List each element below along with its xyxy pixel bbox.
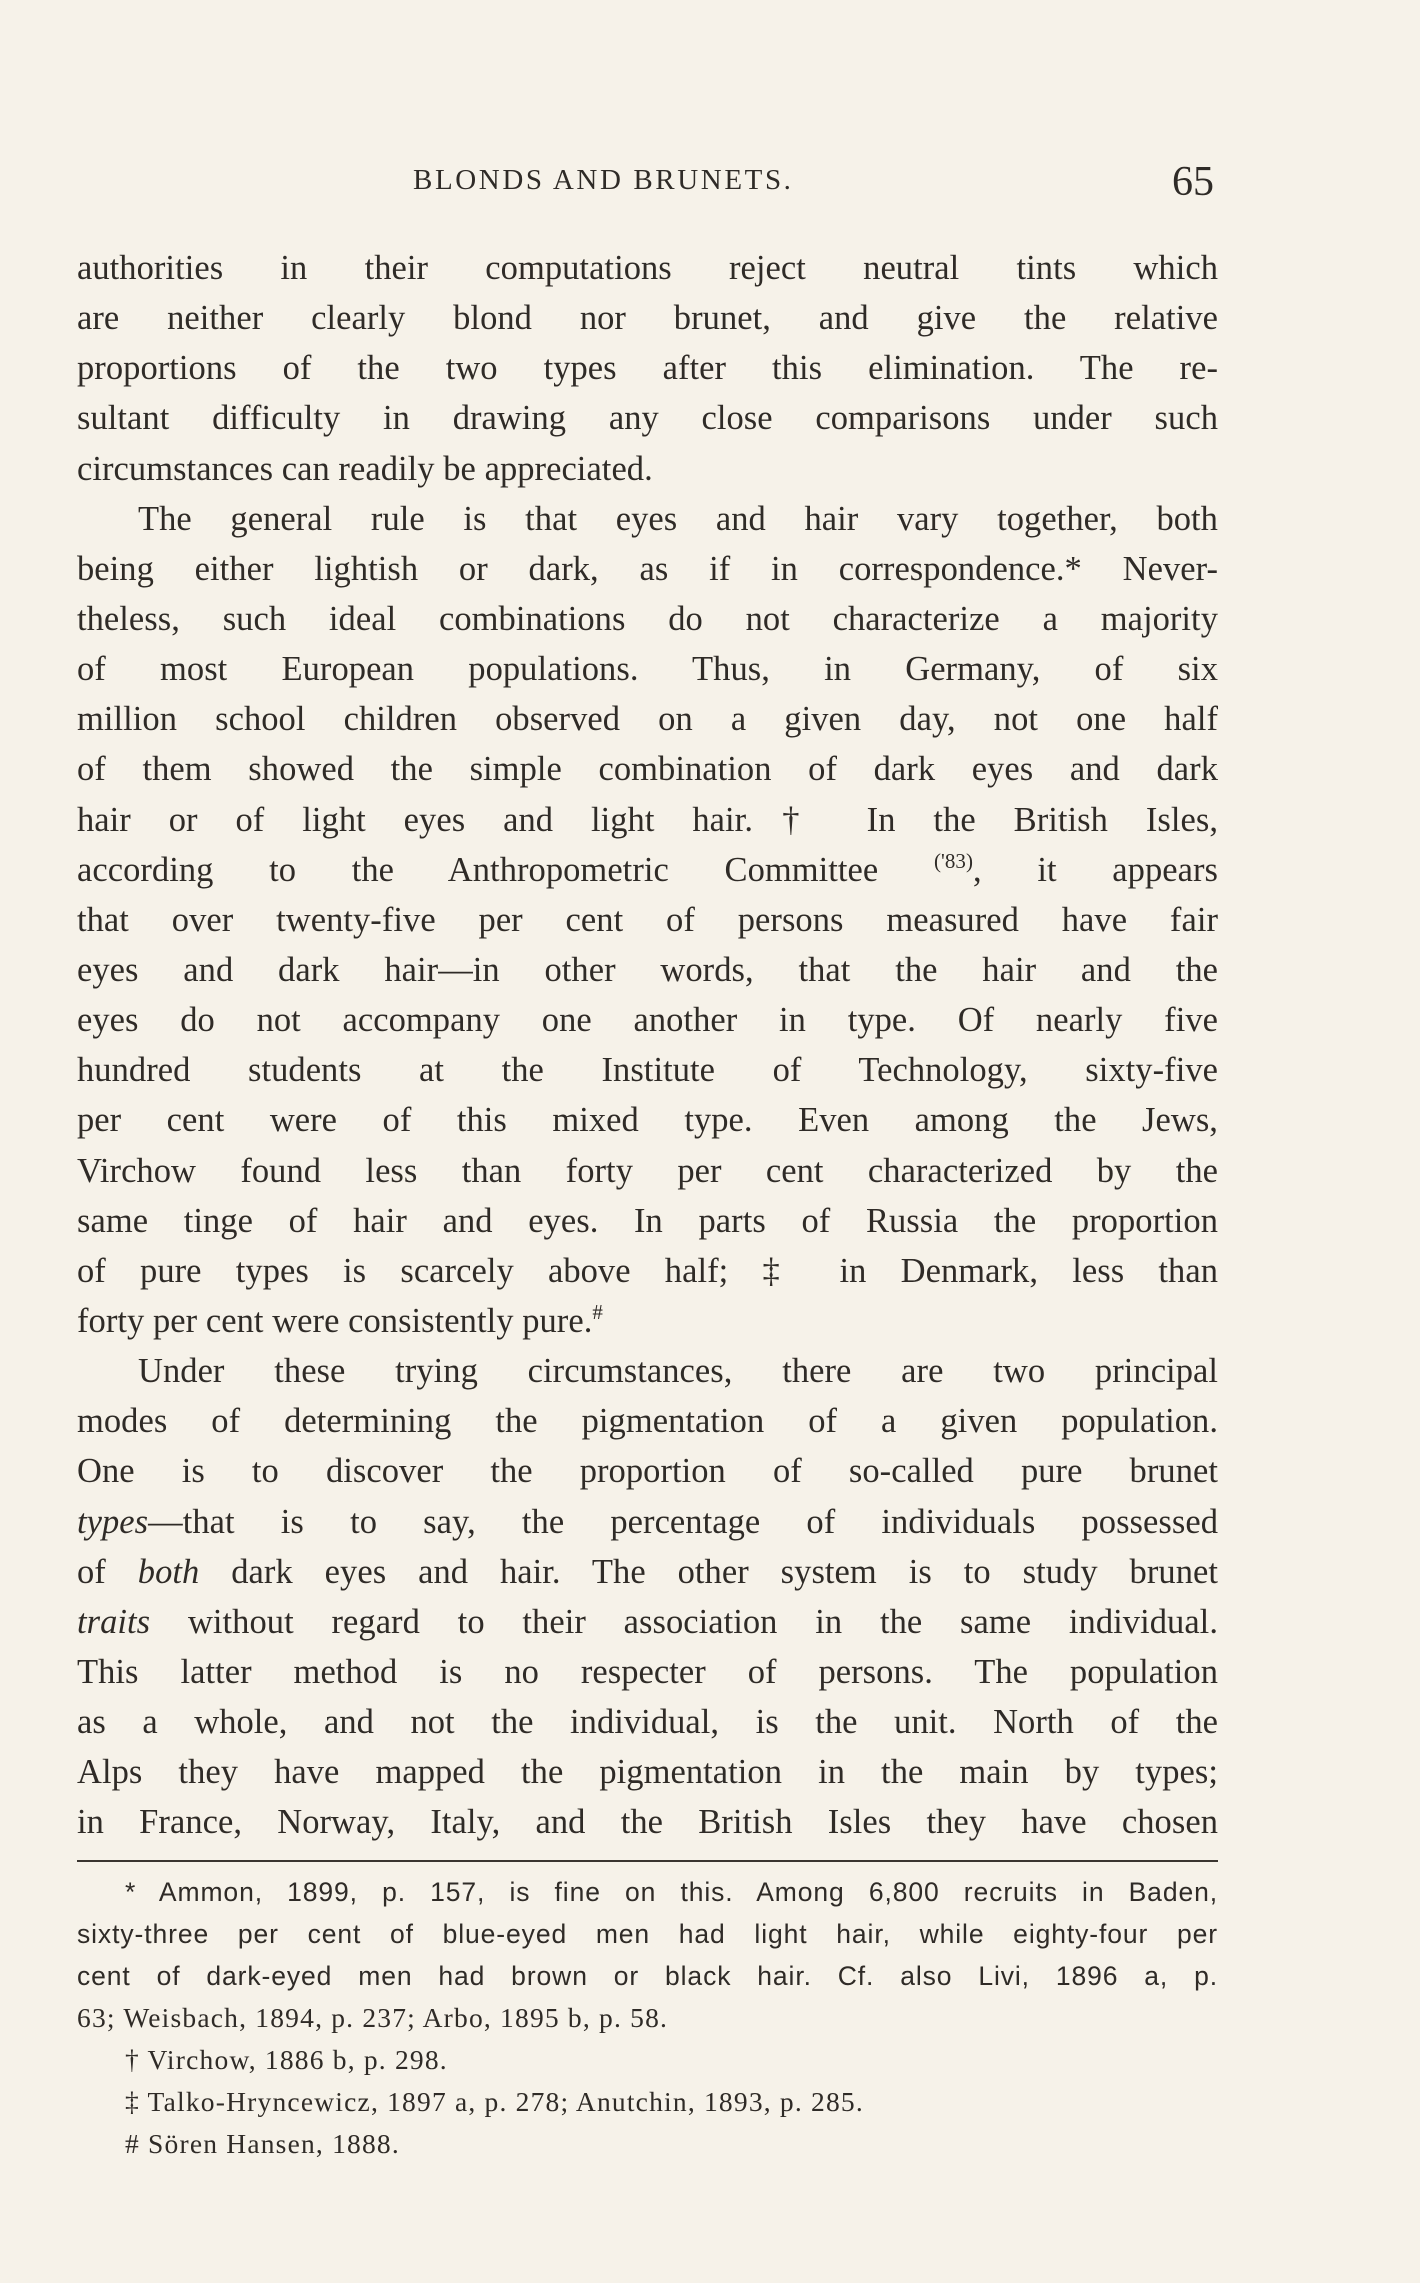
text-line: same tinge of hair and eyes. In parts of Russia the proportion [77, 1201, 1218, 1240]
italic-word: both [137, 1552, 200, 1591]
text-line: hair or of light eyes and light hair.† In the British Isles, [77, 800, 1218, 839]
footnote-line: ‡ Talko-Hryncewicz, 1897 a, p. 278; Anutchin, 1893, p. 285. [125, 2086, 864, 2117]
text-line: eyes and dark hair—in other words, that the hair and the [77, 950, 1218, 989]
running-head [0, 160, 1420, 220]
page-number: 65 [1172, 159, 1214, 205]
italic-word: traits [77, 1602, 151, 1641]
running-title: BLONDS AND BRUNETS. [413, 164, 794, 196]
text-line [77, 1547, 1218, 1597]
text-line: proportions of the two types after this elimination. The re- [77, 349, 1218, 388]
text-line: being either lightish or dark, as if in correspondence.* Never- [77, 549, 1218, 588]
text-line: hundred students at the Institute of Technology, sixty-five [77, 1051, 1218, 1090]
text-line: in France, Norway, Italy, and the British Isles they have chosen [77, 1803, 1218, 1842]
text-line [77, 845, 1218, 895]
text-fragment: forty per cent were consistently pure. [77, 1301, 593, 1340]
text-line: of most European populations. Thus, in Germany, of six [77, 650, 1218, 689]
footnote-line: * Ammon, 1899, p. 157, is fine on this. Among 6,800 recruits in Baden, [125, 1877, 1218, 1907]
citation-ref: ('83) [933, 848, 973, 873]
text-fragment: of [77, 1552, 106, 1591]
text-fragment: , it appears [973, 850, 1218, 889]
text-line: circumstances can readily be appreciated. [77, 449, 653, 488]
text-fragment: according to the Anthropometric Committee [77, 850, 879, 889]
text-line: authorities in their computations reject neutral tints which [77, 249, 1218, 287]
footnote-line: 63; Weisbach, 1894, p. 237; Arbo, 1895 b, p. 58. [77, 2002, 669, 2033]
text-line: eyes do not accompany one another in type. Of nearly five [77, 1001, 1218, 1040]
footnotes [77, 1871, 1218, 2165]
body-text [77, 243, 1218, 1848]
text-line: This latter method is no respecter of persons. The population [77, 1652, 1218, 1691]
footnote-rule [77, 1860, 1218, 1862]
footnote-line: cent of dark-eyed men had brown or black hair. Cf. also Livi, 1896 a, p. [77, 1961, 1218, 1991]
text-line [77, 1597, 1218, 1647]
text-line: per cent were of this mixed type. Even among the Jews, [77, 1101, 1218, 1140]
text-line: as a whole, and not the individual, is the unit. North of the [77, 1703, 1218, 1742]
text-line: are neither clearly blond nor brunet, and give the relative [77, 299, 1218, 338]
text-line: The general rule is that eyes and hair vary together, both [138, 499, 1218, 538]
text-line: of pure types is scarcely above half; ‡ in Denmark, less than [77, 1251, 1218, 1290]
text-line: that over twenty-five per cent of persons measured have fair [77, 900, 1218, 939]
text-fragment: —that is to say, the percentage of individuals possessed [148, 1502, 1218, 1541]
text-line: of them showed the simple combination of dark eyes and dark [77, 750, 1218, 789]
text-line: Under these trying circumstances, there are two principal [138, 1352, 1218, 1391]
footnote-line: sixty-three per cent of blue-eyed men had light hair, while eighty-four per [77, 1919, 1218, 1949]
italic-word: types [77, 1502, 149, 1541]
text-line: Alps they have mapped the pigmentation in the main by types; [77, 1753, 1218, 1792]
text-fragment: without regard to their association in the same individual. [150, 1602, 1218, 1641]
footnote-line: † Virchow, 1886 b, p. 298. [125, 2044, 448, 2075]
footnote-line: # Sören Hansen, 1888. [125, 2128, 400, 2159]
text-line: One is to discover the proportion of so-called pure brunet [77, 1452, 1218, 1491]
text-line: sultant difficulty in drawing any close comparisons under such [77, 399, 1218, 438]
text-fragment: dark eyes and hair. The other system is to study brunet [199, 1552, 1218, 1591]
text-line: million school children observed on a given day, not one half [77, 700, 1218, 739]
text-line: Virchow found less than forty per cent characterized by the [77, 1151, 1218, 1190]
text-line: modes of determining the pigmentation of a given population. [77, 1402, 1218, 1441]
footnote-marker: # [592, 1299, 603, 1324]
text-line: theless, such ideal combinations do not characterize a majority [77, 599, 1218, 638]
text-line [77, 1497, 1218, 1547]
text-line [77, 1296, 1218, 1346]
